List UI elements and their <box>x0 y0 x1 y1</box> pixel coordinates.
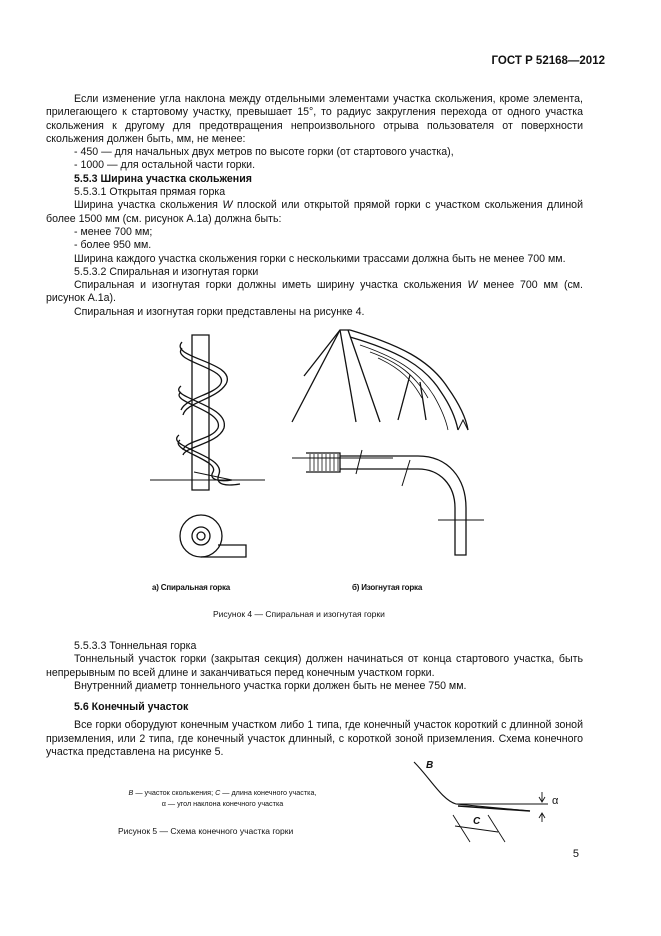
section-heading-5-6: 5.6 Конечный участок <box>74 701 189 713</box>
legend-symbol-alpha: α <box>161 799 166 808</box>
end-section-paragraph: Все горки оборудуют конечным участком либо 1 типа, где конечный участок короткий с длинной зоной приземления, или 2 типа, где конечный участок длинный, с короткой зоной приземления. Схема конечного участка представлена на рисунке 5. <box>46 719 583 758</box>
figure4-label-a: а) Спиральная горка <box>152 583 231 592</box>
variable-w: W <box>467 279 478 292</box>
legend-symbol-b: B <box>128 788 134 797</box>
list-item: - менее 700 мм; <box>74 225 153 238</box>
list-item: - более 950 мм. <box>74 239 152 252</box>
section-heading-5-5-3: 5.5.3 Ширина участка скольжения <box>74 172 252 185</box>
page-number: 5 <box>572 848 579 860</box>
paragraph-width-open-slide: Ширина участка скольжения W плоской или открытой прямой горки с участком скольжения длиной более 1500 мм (см. рисунок А.1а) должна быть: <box>46 199 583 225</box>
tunnel-paragraph-2: Внутренний диаметр тоннельного участка горки должен быть не менее 750 мм. <box>74 679 467 692</box>
standard-number: ГОСТ Р 52168—2012 <box>491 55 605 67</box>
tunnel-paragraph-1: Тоннельный участок горки (закрытая секция) должен начинаться от конца стартового участка, быть непрерывным по всей длине и заканчиваться перед конечным участком горки. <box>46 653 583 679</box>
subsection-heading-5-5-3-3: 5.5.3.3 Тоннельная горка <box>74 640 197 652</box>
diagram-label-alpha: α <box>552 795 559 807</box>
figure4-caption: Рисунок 4 — Спиральная и изогнутая горки <box>213 609 385 619</box>
paragraph-figure-ref: Спиральная и изогнутая горки представлены на рисунке 4. <box>74 305 365 318</box>
paragraph-spiral-width: Спиральная и изогнутая горки должны иметь ширину участка скольжения W менее 700 мм (см. рисунок А.1а). <box>46 279 583 305</box>
diagram-label-b: B <box>426 760 434 771</box>
figure5-legend: B — участок скольжения; C — длина конечного участка, α — угол наклона конечного участка <box>128 788 317 808</box>
figure4-label-b: б) Изогнутая горка <box>352 583 423 592</box>
subsection-heading-5-5-3-1: 5.5.3.1 Открытая прямая горка <box>74 186 226 199</box>
variable-w: W <box>222 199 233 212</box>
legend-symbol-c: C <box>215 788 221 797</box>
intro-paragraph: Если изменение угла наклона между отдельными элементами участка скольжения, кроме элемента, прилегающего к стартовому участку, превышает 15°, то радиус закругления перехода от одного участка скольжения к другому для предотвращения непроизвольного отрыва пользователя от поверхности скольжения должен быть, мм, не менее: <box>46 93 583 145</box>
list-item: - 1000 — для остальной части горки. <box>74 159 256 172</box>
list-item: - 450 — для начальных двух метров по высоте горки (от стартового участка), <box>74 146 454 159</box>
figure5-caption: Рисунок 5 — Схема конечного участка горки <box>118 826 294 836</box>
diagram-label-c: C <box>473 816 481 827</box>
subsection-heading-5-5-3-2: 5.5.3.2 Спиральная и изогнутая горки <box>74 265 259 278</box>
paragraph-multi-lane: Ширина каждого участка скольжения горки с несколькими трассами должна быть не менее 700 мм. <box>74 252 566 265</box>
